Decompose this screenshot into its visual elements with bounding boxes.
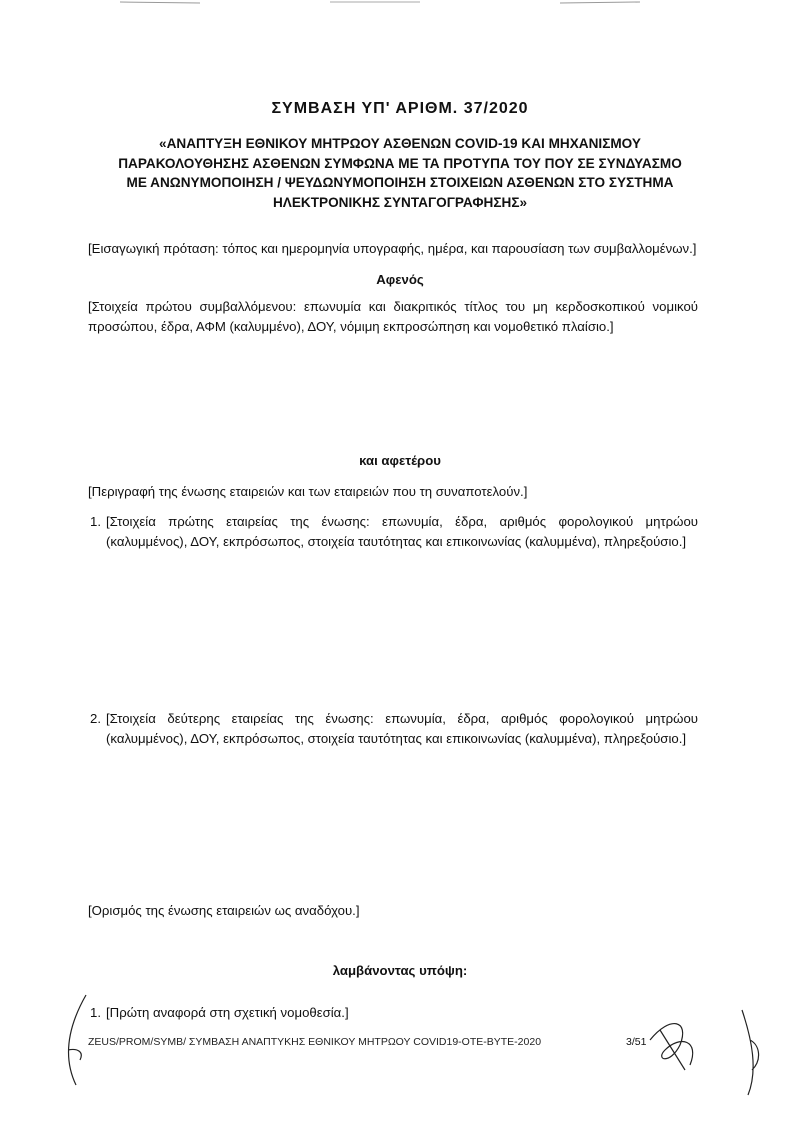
heading-first-party: Αφενός: [376, 272, 424, 287]
first-party-paragraph: [Στοιχεία πρώτου συμβαλλόμενου: επωνυμία και διακριτικός τίτλος του μη κερδοσκοπικού νομικού προσώπου, έδρα, ΑΦΜ (καλυμμένο), ΔΟΥ, νόμιμη εκπροσώπηση και νομοθετικό πλαίσιο.]: [88, 299, 698, 334]
consideration-1: [Πρώτη αναφορά στη σχετική νομοθεσία.]: [106, 1005, 349, 1020]
signature-mark: [640, 1010, 710, 1080]
union-intro: [Περιγραφή της ένωσης εταιρειών και των εταιρειών που τη συναποτελούν.]: [88, 484, 528, 499]
party-2-paragraph: [Στοιχεία δεύτερης εταιρείας της ένωσης: επωνυμία, έδρα, αριθμός φορολογικού μητρώου (καλυμμένος), ΔΟΥ, εκπρόσωπος, στοιχεία ταυτότητας και επικοινωνίας (καλυμμένα), πληρεξούσιο.]: [106, 711, 698, 746]
page-footer: ZEUS/PROM/SYMB/ ΣΥΜΒΑΣΗ ΑΝΑΠΤΥΚΗΣ ΕΘΝΙΚΟΥ ΜΗΤΡΩΟΥ COVID19-OTE-BYTE-2020: [88, 1036, 542, 1048]
scan-edge-marks: [0, 0, 800, 12]
page-number: 3/51: [626, 1036, 647, 1048]
handwritten-mark-right: [730, 1000, 770, 1100]
handwritten-mark-left: [56, 990, 96, 1090]
list-number: 2.: [90, 711, 101, 726]
contract-title: ΣΥΜΒΑΣΗ ΥΠ' ΑΡΙΘΜ. 37/2020: [271, 100, 529, 117]
party-1-paragraph: [Στοιχεία πρώτης εταιρείας της ένωσης: επωνυμία, έδρα, αριθμός φορολογικού μητρώου (καλυμμένος), ΔΟΥ, εκπρόσωπος, στοιχεία ταυτότητας και επικοινωνίας (καλυμμένα), πληρεξούσιο.]: [106, 514, 698, 549]
list-number: 1.: [90, 514, 101, 529]
intro-paragraph: [Εισαγωγική πρόταση: τόπος και ημερομηνία υπογραφής, ημέρα, και παρουσίαση των συμβαλλομένων.]: [88, 241, 697, 256]
heading-considering: λαμβάνοντας υπόψη:: [332, 963, 468, 978]
contract-subtitle: «ΑΝΑΠΤΥΞΗ ΕΘΝΙΚΟΥ ΜΗΤΡΩΟΥ ΑΣΘΕΝΩΝ COVID-19 ΚΑΙ ΜΗΧΑΝΙΣΜΟΥ ΠΑΡΑΚΟΛΟΥΘΗΣΗΣ ΑΣΘΕΝΩΝ ΣΥΜΦΩΝΑ ΜΕ ΤΑ ΠΡΟΤΥΠΑ ΤΟΥ ΠΟΥ ΣΕ ΣΥΝΔΥΑΣΜΟ ΜΕ ΑΝΩΝΥΜΟΠΟΙΗΣΗ / ΨΕΥΔΩΝΥΜΟΠΟΙΗΣΗ ΣΤΟΙΧΕΙΩΝ ΑΣΘΕΝΩΝ ΣΤΟ ΣΥΣΤΗΜΑ ΗΛΕΚΤΡΟΝΙΚΗΣ ΣΥΝΤΑΓΟΓΡΑΦΗΣΗΣ»: [118, 136, 682, 211]
list-number: 1.: [90, 1005, 101, 1020]
union-outro: [Ορισμός της ένωσης εταιρειών ως αναδόχου.]: [88, 903, 360, 918]
heading-second-party: και αφετέρου: [359, 453, 441, 468]
